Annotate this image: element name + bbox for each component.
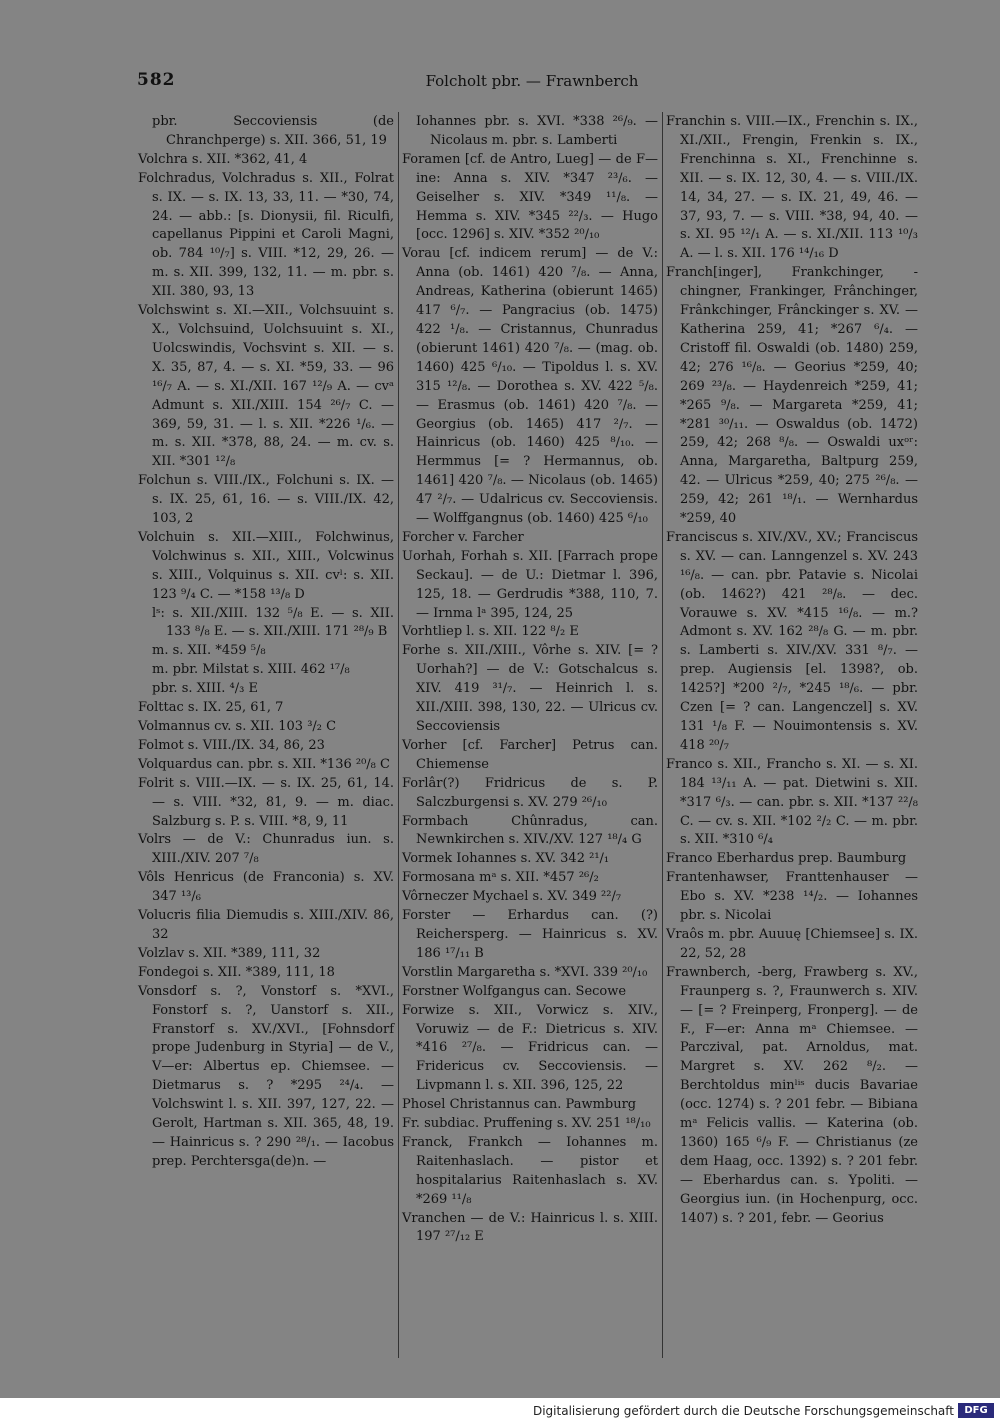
index-entry: Folmot s. VIII./IX. 34, 86, 23 [138,737,325,753]
index-entry: Volucris filia Diemudis s. XIII./XIV. 86, 32 [138,908,394,942]
index-entry: Vraôs m. pbr. Auuuę [Chiemsee] s. IX. 22, 52, 28 [666,926,918,961]
index-entry: Franchin s. VIII.—IX., Frenchin s. IX., XI./XII., Frengin, Frenkin s. IX., Frenchinna s. XI., Frenchinne s. XII. — s. IX. 12, 30, 4. — s. VIII./IX. 14, 34, 27. — s. IX. 21, 49, 46. — 37, 93, 7. — s. VIII. *38, 94, 40. — s. XI. 95 ¹²/₁ A. — s. XI./XII. 113 ¹⁰/₃ A. — l. s. XII. 176 ¹⁴/₁₆ D [666,114,918,262]
index-entry: Uorhah, Forhah s. XII. [Farrach prope Seckau]. — de U.: Dietmar l. 396, 125, 18. — Gerdrudis *388, 110, 7. — Irnma lᵃ 395, 124, 25 [402,548,658,621]
index-entry: Volchra s. XII. *362, 41, 4 [138,151,308,167]
index-entry: lˢ: s. XII./XIII. 132 ⁵/₈ E. — s. XII. 133 ⁸/₈ E. — s. XII./XIII. 171 ²⁸/₉ B [152,605,394,640]
index-entry: Vorau [cf. indicem rerum] — de V.: Anna (ob. 1461) 420 ⁷/₈. — Anna, Andreas, Katherina (obierunt 1465) 417 ⁶/₇. — Pangracius (ob. 1475) 422 ¹/₈. — Cristannus, Chunradus (obierunt 1461) 420 ⁷/₈. — (mag. ob. 1460) 425 ⁶/₁₀. — Tipoldus l. s. XV. 315 ¹²/₈. — Dorothea s. XV. 422 ⁵/₈. — Erasmus (ob. 1461) 420 ⁷/₈. — Georgius (ob. 1465) 417 ²/₇. — Hainricus (ob. 1460) 425 ⁸/₁₀. — Hermmus [= ? Hermannus, ob. 1461] 420 ⁷/₈. — Nicolaus (ob. 1465) 47 ²/₇. — Udalricus cv. Seccoviensis. — Wolffgangnus (ob. 1460) 425 ⁶/₁₀ [402,246,658,527]
index-entry: Vôrneczer Mychael s. XV. 349 ²²/₇ [402,889,622,905]
page-number: 582 [137,70,176,90]
index-entry: Phosel Christannus can. Pawmburg [402,1097,637,1113]
index-entry: Folrit s. VIII.—IX. — s. IX. 25, 61, 14. — s. VIII. *32, 81, 9. — m. diac. Salzburg s. P. s. VIII. *8, 9, 11 [138,775,394,829]
index-entry: Franco Eberhardus prep. Baumburg [666,851,907,867]
index-entry: Vranchen — de V.: Hainricus l. s. XIII. 197 ²⁷/₁₂ E [402,1210,658,1245]
index-entry: Fr. subdiac. Pruffening s. XV. 251 ¹⁸/₁₀ [402,1116,651,1132]
index-entry: Foramen [cf. de Antro, Lueg] — de F—ine: Anna s. XIV. *347 ²³/₆. — Geiselher s. XIV. *349 ¹¹/₈. — Hemma s. XIV. *345 ²²/₃. — Hugo [occ. 1296] s. XIV. *352 ²⁰/₁₀ [402,151,658,243]
column-rule-1 [398,112,399,1358]
index-entry: Volmannus cv. s. XII. 103 ³/₂ C [138,719,337,734]
footer-credit: Digitalisierung gefördert durch die Deutsche Forschungsgemeinschaft [532,1404,954,1418]
index-entry: pbr. s. XIII. ⁴/₃ E [152,681,258,697]
index-entry: Folttac s. IX. 25, 61, 7 [138,700,284,716]
footer-bar [0,1398,1000,1424]
index-entry: m. pbr. Milstat s. XIII. 462 ¹⁷/₈ [152,662,350,678]
index-entry: Volchswint s. XI.—XII., Volchsuuint s. X., Volchsuind, Uolchsuuint s. XI., Uolcswindis, Vochsvint s. XII. — s. X. 35, 87, 4. — s. XI. *59, 33. — 96 ¹⁶/₇ A. — s. XI./XII. 167 ¹²/₉ A. — cvᵃ Admunt s. XII./XIII. 154 ²⁶/₇ C. — 369, 59, 31. — l. s. XII. *226 ¹/₆. — m. s. XII. *378, 88, 24. — m. cv. s. XII. *301 ¹²/₈ [138,303,394,470]
index-entry: Forlâr(?) Fridricus de s. P. Salczburgensi s. XV. 279 ²⁶/₁₀ [402,775,658,810]
index-entry: Folchun s. VIII./IX., Folchuni s. IX. — s. IX. 25, 61, 16. — s. VIII./IX. 42, 103, 2 [138,473,394,527]
index-entry: Vôls Henricus (de Franconia) s. XV. 347 ¹³/₆ [138,870,394,905]
index-entry: Formosana mᵃ s. XII. *457 ²⁶/₂ [402,870,599,886]
index-entry: Vonsdorf s. ?, Vonstorf s. *XVI., Fonstorf s. ?, Uanstorf s. XII., Franstorf s. XV./XVI., [Fohnsdorf prope Judenburg in Styria] — de V., V—er: Albertus ep. Chiemsee. — Dietmarus s. ? *295 ²⁴/₄. — Volchswint l. s. XII. 397, 127, 22. — Gerolt, Hartman s. XII. 365, 48, 19. — Hainricus s. ? 290 ²⁸/₁. — Iacobus prep. Perchtersga(de)n. — [138,983,394,1169]
running-head: Folcholt pbr. — Frawnberch [425,72,639,90]
index-entry: Vorher [cf. Farcher] Petrus can. Chiemense [402,737,658,772]
index-entry: Forhe s. XII./XIII., Vôrhe s. XIV. [= ? Uorhah?] — de V.: Gotschalcus s. XIV. 419 ³¹/₇. — Heinrich l. s. XII./XIII. 398, 130, 22. — Ulricus cv. Seccoviensis [402,643,658,734]
index-entry: Vorstlin Margaretha s. *XVI. 339 ²⁰/₁₀ [402,964,648,980]
index-entry: Vorhtliep l. s. XII. 122 ⁸/₂ E [402,624,579,640]
index-entry: Volchuin s. XII.—XIII., Folchwinus, Volchwinus s. XII., XIII., Volcwinus s. XIII., Volquinus s. XII. cvˡ: s. XII. 123 ⁹/₄ C. — *158 ¹³/₈ D [138,529,394,602]
index-entry: Folchradus, Volchradus s. XII., Folrat s. IX. — s. IX. 13, 33, 11. — *30, 74, 24. — abb.: [s. Dionysii, fil. Riculfi, capellanus Pippini et Caroli Magni, ob. 784 ¹⁰/₇] s. VIII. *12, 29, 26. — m. s. XII. 399, 132, 11. — m. pbr. s. XII. 380, 93, 13 [138,170,394,300]
index-entry: Frantenhawser, Franttenhauser — Ebo s. XV. *238 ¹⁴/₂. — Iohannes pbr. s. Nicolai [666,870,918,924]
index-entry: Forwize s. XII., Vorwicz s. XIV., Voruwiz — de F.: Dietricus s. XIV. *416 ²⁷/₈. — Fridricus can. — Fridericus cv. Seccoviensis. — Livpmann l. s. XII. 396, 125, 22 [402,1002,658,1094]
index-entry: m. s. XII. *459 ⁵/₈ [152,643,266,659]
index-entry: Franck, Frankch — Iohannes m. Raitenhaslach. — pistor et hospitalarius Raitenhaslach s. XV. *269 ¹¹/₈ [402,1134,658,1207]
column-1 [138,113,394,1172]
index-entry: Forstner Wolfgangus can. Secowe [402,983,627,999]
index-entry: Volzlav s. XII. *389, 111, 32 [138,945,321,961]
index-entry: Franch[inger], Frankchinger, -chingner, Frankinger, Frânchinger, Frânkchinger, Frânckinger s. XV. — Katherina 259, 41; *267 ⁶/₄. — Cristoff fil. Oswaldi (ob. 1480) 259, 42; 276 ¹⁶/₈. — Georius *259, 40; 269 ²³/₈. — Haydenreich *259, 41; *265 ⁹/₈. — Margareta *259, 41; *281 ³⁰/₁₁. — Oswaldus (ob. 1472) 259, 42; 268 ⁸/₈. — Oswaldi uxᵒʳ: Anna, Margaretha, Baltpurg 259, 42. — Ulricus *259, 40; 275 ²⁶/₈. — 259, 42; 261 ¹⁸/₁. — Wernhardus *259, 40 [666,265,918,527]
dfg-logo: DFG [958,1403,994,1418]
index-entry: Vormek Iohannes s. XV. 342 ²¹/₁ [402,851,610,867]
index-entry: Franciscus s. XIV./XV., XV.; Franciscus s. XV. — can. Lanngenzel s. XV. 243 ¹⁶/₈. — can. pbr. Patavie s. Nicolai (ob. 1462?) 421 ²⁸/₈. — dec. Vorauwe s. XV. *415 ¹⁶/₈. — m.? Admont s. XV. 162 ²⁸/₈ G. — m. pbr. s. Lamberti s. XIV./XV. 331 ⁸/₇. — prep. Augiensis [el. 1398?, ob. 1425?] *200 ²/₇, *245 ¹⁸/₆. — pbr. Czen [= ? can. Langenczel] s. XV. 131 ¹/₈ F. — Nouimontensis s. XV. 418 ²⁰/₇ [666,529,918,753]
index-entry: Forcher v. Farcher [402,529,524,545]
index-entry: Franco s. XII., Francho s. XI. — s. XI. 184 ¹³/₁₁ A. — pat. Dietwini s. XII. *317 ⁶/₃. — can. pbr. s. XII. *137 ²²/₈ C. — cv. s. XII. *102 ²/₂ C. — m. pbr. s. XII. *310 ⁶/₄ [666,756,918,848]
index-entry: Volrs — de V.: Chunradus iun. s. XIII./XIV. 207 ⁷/₈ [138,832,394,867]
index-entry: Volquardus can. pbr. s. XII. *136 ²⁰/₈ C [138,756,390,772]
column-3 [666,113,918,1228]
column-2 [402,113,658,1247]
index-entry: Iohannes pbr. s. XVI. *338 ²⁶/₉. — Nicolaus m. pbr. s. Lamberti [416,114,658,148]
index-entry: Forster — Erhardus can. (?) Reichersperg. — Hainricus s. XV. 186 ¹⁷/₁₁ B [402,908,658,961]
index-entry: Formbach Chûnradus, can. Newnkirchen s. XIV./XV. 127 ¹⁸/₄ G [402,813,658,848]
index-entry: pbr. Seccoviensis (de Chranchperge) s. XII. 366, 51, 19 [152,114,394,148]
index-entry: Frawnberch, -berg, Frawberg s. XV., Fraunperg s. ?, Fraunwerch s. XIV. — [= ? Freinperg, Fronperg]. — de F., F—er: Anna mᵃ Chiemsee. — Parczival, pat. Arnoldus, mat. Margret s. XV. 262 ⁸/₂. — Berchtoldus minˡⁱˢ ducis Bavariae (occ. 1274) s. ? 201 febr. — Bibiana mᵃ Felicis vallis. — Katerina (ob. 1360) 165 ⁶/₉ F. — Christianus (ze dem Haag, occ. 1392) s. ? 201 febr. — Eberhardus can. s. Ypoliti. — Georgius iun. (in Hochenpurg, occ. 1407) s. ? 201, febr. — Georius [666,964,918,1226]
index-entry: Fondegoi s. XII. *389, 111, 18 [138,964,335,980]
column-rule-2 [662,112,663,1358]
